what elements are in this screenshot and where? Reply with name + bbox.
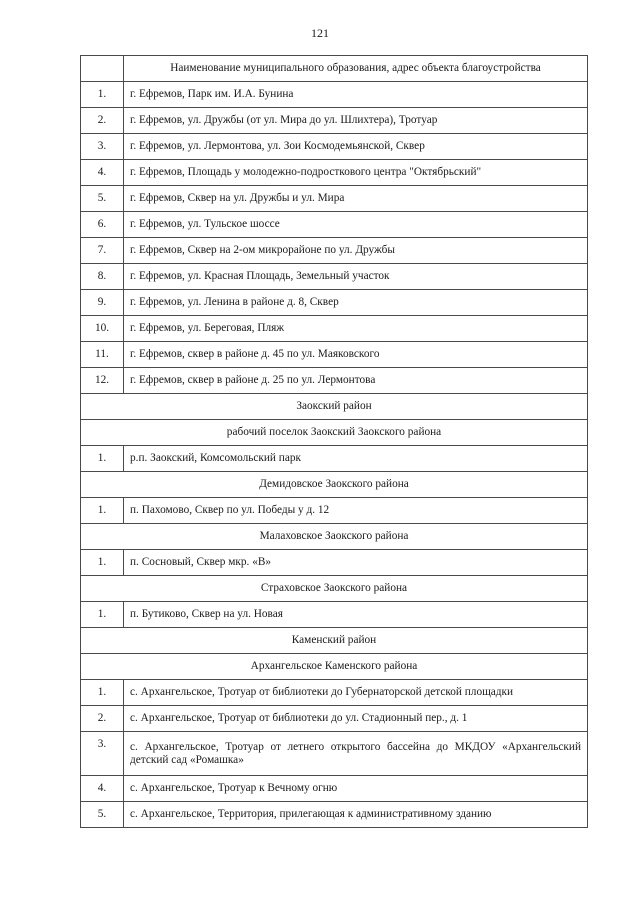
object-address: г. Ефремов, ул. Красная Площадь, Земельный участок: [124, 264, 588, 290]
object-address: п. Пахомово, Сквер по ул. Победы у д. 12: [124, 498, 588, 524]
object-address: г. Ефремов, ул. Дружбы (от ул. Мира до ул. Шлихтера), Тротуар: [124, 108, 588, 134]
section-title: Архангельское Каменского района: [81, 654, 588, 680]
section-row: [81, 628, 588, 654]
table-row: [81, 186, 588, 212]
table-row: [81, 680, 588, 706]
row-number: 1.: [81, 602, 124, 628]
object-address: г. Ефремов, Парк им. И.А. Бунина: [124, 82, 588, 108]
table-row: [81, 368, 588, 394]
object-address: г. Ефремов, сквер в районе д. 45 по ул. Маяковского: [124, 342, 588, 368]
row-number: 3.: [81, 732, 124, 776]
object-address: г. Ефремов, сквер в районе д. 25 по ул. Лермонтова: [124, 368, 588, 394]
object-address: г. Ефремов, Сквер на ул. Дружбы и ул. Мира: [124, 186, 588, 212]
table-row: [81, 776, 588, 802]
row-number: 1.: [81, 498, 124, 524]
header-num-cell: [81, 56, 124, 82]
section-title: Страховское Заокского района: [81, 576, 588, 602]
table-row: [81, 732, 588, 776]
object-address: г. Ефремов, ул. Тульское шоссе: [124, 212, 588, 238]
table-row: [81, 82, 588, 108]
row-number: 2.: [81, 706, 124, 732]
table-row: [81, 446, 588, 472]
object-address: с. Архангельское, Тротуар к Вечному огню: [124, 776, 588, 802]
row-number: 3.: [81, 134, 124, 160]
row-number: 10.: [81, 316, 124, 342]
row-number: 11.: [81, 342, 124, 368]
section-row: [81, 576, 588, 602]
section-row: [81, 420, 588, 446]
table-row: [81, 550, 588, 576]
table-row: [81, 706, 588, 732]
row-number: 7.: [81, 238, 124, 264]
row-number: 5.: [81, 802, 124, 828]
row-number: 1.: [81, 550, 124, 576]
page-number: 121: [311, 26, 329, 40]
object-address: с. Архангельское, Тротуар от библиотеки до Губернаторской детской площадки: [124, 680, 588, 706]
row-number: 12.: [81, 368, 124, 394]
table-row: [81, 134, 588, 160]
row-number: 4.: [81, 160, 124, 186]
row-number: 2.: [81, 108, 124, 134]
table-row: [81, 290, 588, 316]
section-title: рабочий поселок Заокский Заокского района: [81, 420, 588, 446]
row-number: 5.: [81, 186, 124, 212]
table-row: [81, 160, 588, 186]
section-row: [81, 654, 588, 680]
object-address: г. Ефремов, Сквер на 2-ом микрорайоне по ул. Дружбы: [124, 238, 588, 264]
table-row: [81, 238, 588, 264]
section-row: [81, 472, 588, 498]
header-title-cell: Наименование муниципального образования, адрес объекта благоустройства: [124, 56, 588, 82]
object-address: с. Архангельское, Тротуар от библиотеки до ул. Стадионный пер., д. 1: [124, 706, 588, 732]
section-row: [81, 394, 588, 420]
object-address: п. Сосновый, Сквер мкр. «В»: [124, 550, 588, 576]
object-address: г. Ефремов, Площадь у молодежно-подросткового центра "Октябрьский": [124, 160, 588, 186]
object-address: п. Бутиково, Сквер на ул. Новая: [124, 602, 588, 628]
row-number: 8.: [81, 264, 124, 290]
table-row: [81, 342, 588, 368]
row-number: 9.: [81, 290, 124, 316]
row-number: 6.: [81, 212, 124, 238]
table-header-row: [81, 56, 588, 82]
table-row: [81, 802, 588, 828]
section-title: Каменский район: [81, 628, 588, 654]
section-title: Демидовское Заокского района: [81, 472, 588, 498]
table-body: [81, 56, 588, 828]
improvement-objects-table: [80, 55, 588, 828]
object-address: г. Ефремов, ул. Лермонтова, ул. Зои Космодемьянской, Сквер: [124, 134, 588, 160]
object-address: с. Архангельское, Территория, прилегающая к административному зданию: [124, 802, 588, 828]
table-row: [81, 212, 588, 238]
table-row: [81, 316, 588, 342]
row-number: 1.: [81, 446, 124, 472]
table-row: [81, 264, 588, 290]
object-address: г. Ефремов, ул. Ленина в районе д. 8, Сквер: [124, 290, 588, 316]
row-number: 1.: [81, 82, 124, 108]
section-title: Малаховское Заокского района: [81, 524, 588, 550]
object-address: г. Ефремов, ул. Береговая, Пляж: [124, 316, 588, 342]
row-number: 1.: [81, 680, 124, 706]
object-address: р.п. Заокский, Комсомольский парк: [124, 446, 588, 472]
object-address: с. Архангельское, Тротуар от летнего открытого бассейна до МКДОУ «Архангельский детский сад «Ромашка»: [124, 732, 588, 776]
section-title: Заокский район: [81, 394, 588, 420]
table-row: [81, 108, 588, 134]
table-row: [81, 498, 588, 524]
table-row: [81, 602, 588, 628]
row-number: 4.: [81, 776, 124, 802]
section-row: [81, 524, 588, 550]
